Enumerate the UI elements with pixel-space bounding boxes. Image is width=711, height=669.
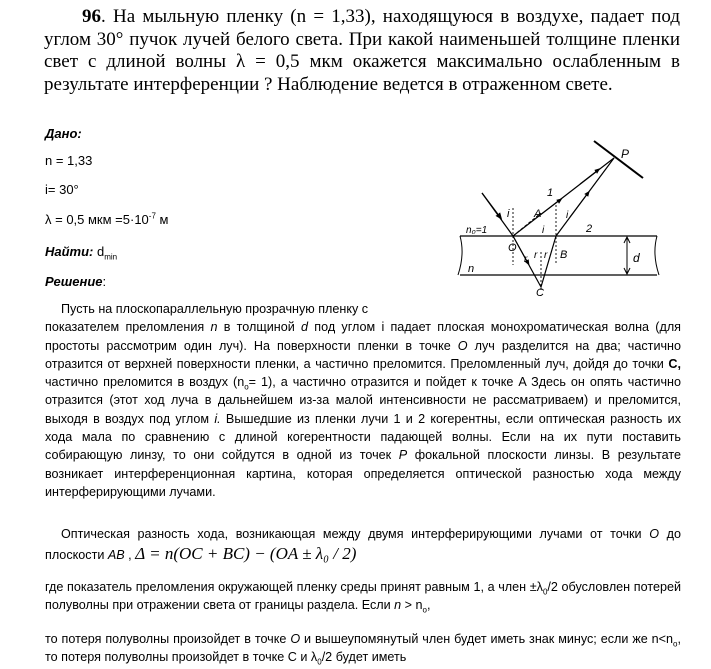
label-ray-2: 2 (586, 223, 593, 235)
label-i-2: i (542, 225, 545, 236)
paragraph-3: где показатель преломления окружающей пленку среды принят равным 1, а член $\pm\lambda_0/2$ обусловлен потерей полуволны при отражении света от границы раздела. Если $n > n_o$, (45, 580, 681, 615)
paragraph-1-first-line: Пусть на плоскопараллельную прозрачную пленку с (61, 302, 369, 316)
paragraph-4: то потеря полуволны произойдет в точке O и вышеупомянутый член будет иметь знак минус; если же $n<n_o$, то потеря полуволны произойдет в точке С и $\lambda_0/2$ будет иметь (45, 632, 681, 667)
problem-statement (44, 6, 680, 96)
paragraph-1-rest: показателем преломления n в толщиной d под углом i падает плоская монохроматическая волна (для простоты рассмотрим один луч). На поверхности пленки в точке O луч разделится на два; частично отразится от верхней поверхности пленки, а частично преломится. Преломленный луч, дойдя до точки С, частично преломится в воздух $(n_o= 1)$, а частично отразится и пойдет к точке A Здесь он опять частично отразится (этот ход луча в дальнейшем из-за малой интенсивности не рассматриваем) и преломится, выходя в воздух под углом i. Вышедшие из пленки лучи 1 и 2 когерентны, если оптическая разность их хода мала по сравнению с длиной когерентности падающей волны. Если на их пути поставить собирающую линзу, то они сойдутся в одной из точек P фокальной плоскости линзы. В результате возникает интерференционная картина, которая определяется оптической разностью хода между интерферирующими лучами. (45, 320, 681, 499)
label-r-1: r (524, 254, 528, 265)
solution-label: Решение: (45, 274, 107, 289)
find-line: Найти: $d_{min}$ (45, 244, 118, 262)
label-r-2: r (534, 250, 538, 261)
label-C: C (536, 287, 544, 299)
label-ray-1: 1 (547, 187, 554, 199)
label-i-1: i (507, 208, 510, 220)
thin-film-diagram (455, 135, 665, 300)
paragraph-1 (45, 300, 681, 501)
label-d: d (633, 251, 640, 265)
given-label: Дано: (45, 126, 82, 141)
label-P: P (621, 147, 630, 161)
label-n: n (468, 263, 475, 275)
label-B: B (560, 249, 568, 261)
label-i-3: i (566, 210, 569, 221)
problem-number: 96 (82, 6, 101, 27)
given-wavelength: λ = 0,5 мкм $=5\cdot 10^{-7}$ м (45, 211, 169, 227)
label-n0: n₀=1 (466, 225, 488, 236)
paragraph-2: Оптическая разность хода, возникающая между двумя интерферирующими лучами от точки O до плоскости AB , Δ = n(OC + BC) − (OA ± λ₀ / 2) (45, 527, 681, 563)
label-O: O (508, 242, 517, 254)
given-n: n = 1,33 (45, 153, 93, 168)
optical-path-formula: Δ = n(OC + BC) − (OA ± λ₀ / 2) (135, 544, 357, 563)
label-r-3: r (544, 250, 548, 261)
problem-text: . На мыльную пленку (n = 1,33), находящуюся в воздухе, падает под углом 30° пучок лучей белого света. При какой наименьшей толщине пленки свет с длиной волны λ = 0,5 мкм окажется максимально ослабленным в результате интерференции ? Наблюдение ведется в отраженном свете. (44, 6, 680, 95)
label-A: A (534, 208, 542, 220)
given-angle: i= 30° (45, 182, 79, 197)
